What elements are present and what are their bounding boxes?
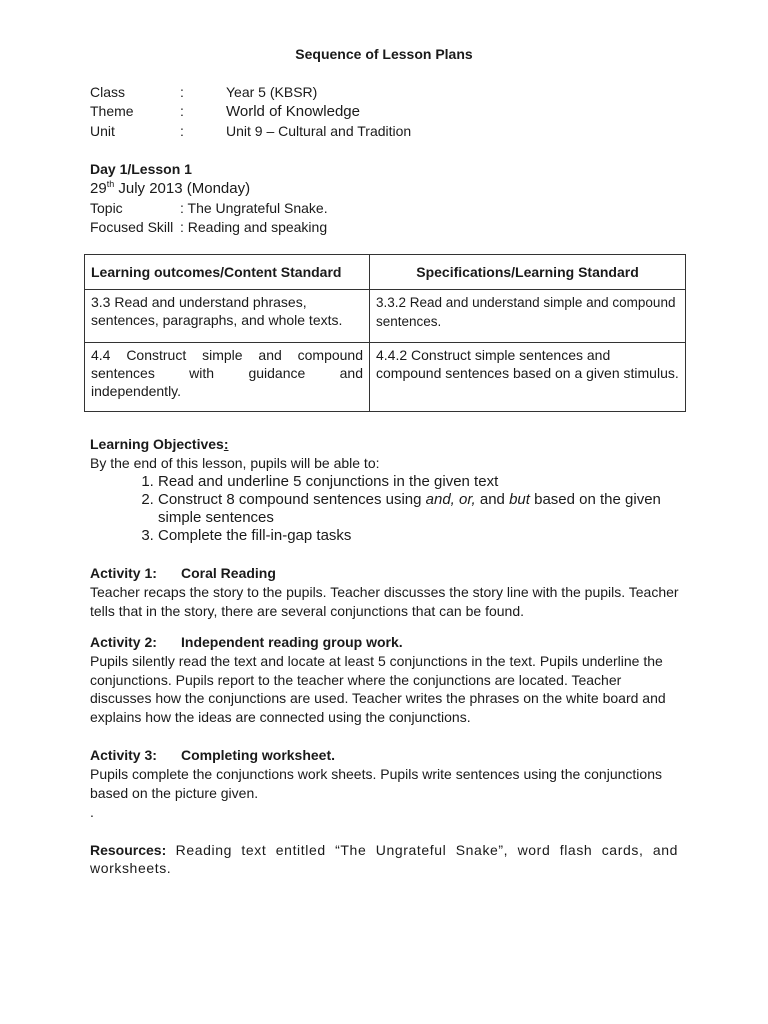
meta-value: Unit 9 – Cultural and Tradition	[226, 123, 412, 139]
meta-key: Unit	[90, 123, 115, 139]
topic-label: Topic	[90, 200, 123, 216]
meta-key: Theme	[90, 103, 134, 119]
topic-value: : The Ungrateful Snake.	[180, 200, 328, 216]
table-cell: 4.4 Construct simple and compound sentences with guidance and independently.	[85, 343, 370, 412]
table-cell: 3.3.2 Read and understand simple and compound sentences.	[370, 290, 686, 343]
meta-colon: :	[180, 103, 184, 119]
table-row	[85, 290, 686, 343]
focused-skill-label: Focused Skill	[90, 219, 174, 235]
meta-colon: :	[180, 84, 184, 100]
meta-colon: :	[180, 123, 184, 139]
table-row	[85, 343, 686, 412]
resources-paragraph	[90, 841, 678, 877]
table-header-content-standard: Learning outcomes/Content Standard	[85, 255, 370, 290]
list-item: 3. Complete the fill-in-gap tasks	[158, 527, 703, 545]
activity-1-text: Teacher recaps the story to the pupils. Teacher discusses the story line with the pupils. Teacher tells that in the story, there are several conjunctions that can be found.	[90, 584, 679, 619]
meta-value: World of Knowledge	[226, 103, 360, 120]
lesson-date: 29th July 2013 (Monday)	[90, 179, 251, 197]
focused-skill-value: : Reading and speaking	[180, 219, 328, 235]
resources-label: Resources:	[90, 842, 167, 858]
meta-key: Class	[90, 84, 126, 100]
page-title: Sequence of Lesson Plans	[295, 46, 473, 62]
activity-3-text: Pupils complete the conjunctions work sheets. Pupils write sentences using the conjunctions based on the picture given.	[90, 766, 662, 801]
table-cell: 3.3 Read and understand phrases, sentences, paragraphs, and whole texts.	[85, 290, 370, 343]
activity-2-text: Pupils silently read the text and locate at least 5 conjunctions in the text. Pupils underline the conjunctions. Pupils report to the teacher where the conjunctions are located. Teacher discusses how the conjunctions are used. Teacher writes the phrases on the white board and explains how the ideas are connected using the conjunctions.	[90, 653, 666, 725]
meta-value: Year 5 (KBSR)	[226, 84, 318, 100]
stray-dot: .	[90, 804, 94, 820]
list-item: 1. Read and underline 5 conjunctions in the given text	[158, 473, 703, 491]
objectives-list	[135, 473, 703, 545]
lesson-day-heading: Day 1/Lesson 1	[90, 161, 192, 177]
standards-table	[84, 254, 686, 412]
objectives-heading: Learning Objectives:	[90, 436, 229, 452]
table-header-learning-standard: Specifications/Learning Standard	[370, 255, 686, 290]
table-cell: 4.4.2 Construct simple sentences and compound sentences based on a given stimulus.	[370, 343, 686, 412]
objectives-intro: By the end of this lesson, pupils will be able to:	[90, 455, 380, 471]
lesson-plan-page: Sequence of Lesson Plans Class : Year 5 (KBSR) Theme : World of Knowledge Unit : Unit 9 – Cultural and Tradition Day 1/Lesson 1 29th July 2013 (Monday) Topic : The Ungrateful Snake. Focused Skill : Reading and speaking Learning outcomes/Content Standard Specifications/Learning Standard 3.3 Read and understand phrases, sentences, paragraphs, and whole texts. 3.3.2 Read and understand simple and compound sentences. 4.4 Construct simple and compound sentences with guidance and independently. 4.4.2 Construct simple sentences and compound sentences based on a given stimulus. Learning Objectives: By the end of this lesson, pupils will be able to: 1. Read and underline 5 conjunctions in the given text 2. Construct 8 compound sentences using and, or, and but based on the given simple sentences 3. Complete the fill-in-gap tasks Activity 1: Coral Reading Teacher recaps the story to the pupils. Teacher discusses the story line with the pupils. Teacher tells that in the story, there are several conjunctions that can be found. Activity 2: Independent reading group work. Pupils silently read the text and locate at least 5 conjunctions in the text. Pupils underline the conjunctions. Pupils report to the teacher where the conjunctions are located. Teacher discusses how the conjunctions are used. Teacher writes the phrases on the white board and explains how the ideas are connected using the conjunctions. Activity 3: Completing worksheet. Pupils complete the conjunctions work sheets. Pupils write sentences using the conjunctions based on the picture given. . Resources: Reading text entitled “The Ungrateful Snake”, word flash cards, and worksheets.	[0, 0, 768, 1024]
list-item: 2. Construct 8 compound sentences using and, or, and but based on the given simple sentences	[158, 491, 703, 527]
resources-text: Reading text entitled “The Ungrateful Snake”, word flash cards, and worksheets.	[90, 842, 678, 876]
